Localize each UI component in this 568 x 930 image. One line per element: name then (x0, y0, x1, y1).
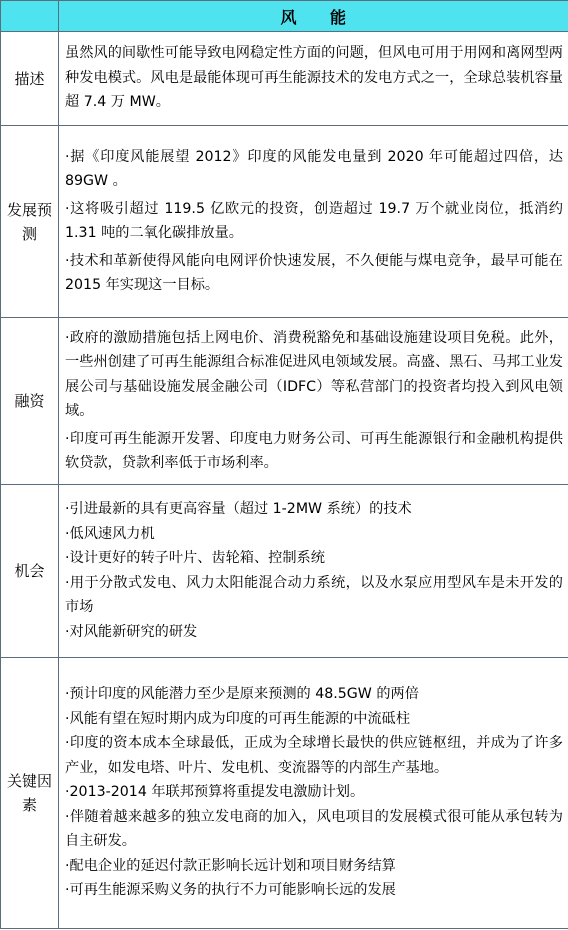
row-content (59, 126, 568, 318)
list-item: ·印度可再生能源开发署、印度电力财务公司、可再生能源银行和金融机构提供软贷款，贷款利率低于市场利率。 (65, 430, 563, 471)
header-empty-cell (1, 1, 59, 32)
list-item: ·配电企业的延迟付款正影响长远计划和项目财务结算 (65, 857, 396, 874)
row-content (59, 318, 568, 485)
list-item: ·印度的资本成本全球最低，正成为全球增长最快的供应链枢纽，并成为了许多产业，如发电塔、叶片、发电机、变流器等的内部生产基地。 (65, 735, 563, 776)
row-opportunity (1, 485, 568, 658)
list-item: ·伴随着越来越多的独立发电商的加入，风电项目的发展模式很可能从承包转为自主研发。 (65, 808, 563, 850)
list-item: ·设计更好的转子叶片、齿轮箱、控制系统 (65, 550, 325, 566)
list-item: ·据《印度风能展望 2012》印度的风能发电量到 2020 年可能超过四倍，达 89GW 。 (65, 148, 563, 189)
description-text: 虽然风的间歇性可能导致电网稳定性方面的问题，但风电可用于用网和离网型两种发电模式。风电是最能体现可再生能源技术的发电方式之一，全球总装机容量超 7.4 万 MW。 (65, 45, 563, 111)
list-item: ·预计印度的风能潜力至少是原来预测的 48.5GW 的两倍 (65, 686, 419, 703)
row-content (59, 32, 568, 126)
row-financing (1, 318, 568, 485)
row-content (59, 658, 568, 929)
row-label: 机会 (1, 485, 59, 658)
list-item: ·引进最新的具有更高容量（超过 1-2MW 系统）的技术 (65, 501, 412, 517)
row-description (1, 32, 568, 126)
row-key-factors (1, 658, 568, 929)
row-forecast (1, 126, 568, 318)
row-content (59, 485, 568, 658)
row-label: 描述 (1, 32, 59, 126)
list-item: ·2013-2014 年联邦预算将重提发电激励计划。 (65, 784, 365, 801)
list-item: ·风能有望在短时期内成为印度的可再生能源的中流砥柱 (65, 710, 411, 727)
row-label: 发展预测 (1, 126, 59, 318)
table-title: 风 能 (59, 1, 568, 32)
list-item: ·用于分散式发电、风力太阳能混合动力系统，以及水泵应用型风车是未开发的市场 (65, 574, 563, 615)
table-header-row (1, 1, 568, 32)
row-label: 关键因素 (1, 658, 59, 929)
list-item: ·政府的激励措施包括上网电价、消费税豁免和基础设施建设项目免税。此外，一些州创建了可再生能源组合标准促进风电领域发展。高盛、黑石、马邦工业发展公司与基础设施发展金融公司（IDFC）等私营部门的投资者均投入到风电领域。 (65, 329, 563, 419)
list-item: ·这将吸引超过 119.5 亿欧元的投资，创造超过 19.7 万个就业岗位，抵消约 1.31 吨的二氧化碳排放量。 (65, 200, 563, 241)
list-item: ·技术和革新使得风能向电网评价快速发展，不久便能与煤电竞争，最早可能在 2015 年实现这一目标。 (65, 252, 563, 293)
list-item: ·低风速风力机 (65, 525, 155, 542)
row-label: 融资 (1, 318, 59, 485)
list-item: ·可再生能源采购义务的执行不力可能影响长远的发展 (65, 882, 396, 899)
list-item: ·对风能新研究的研发 (65, 623, 198, 640)
